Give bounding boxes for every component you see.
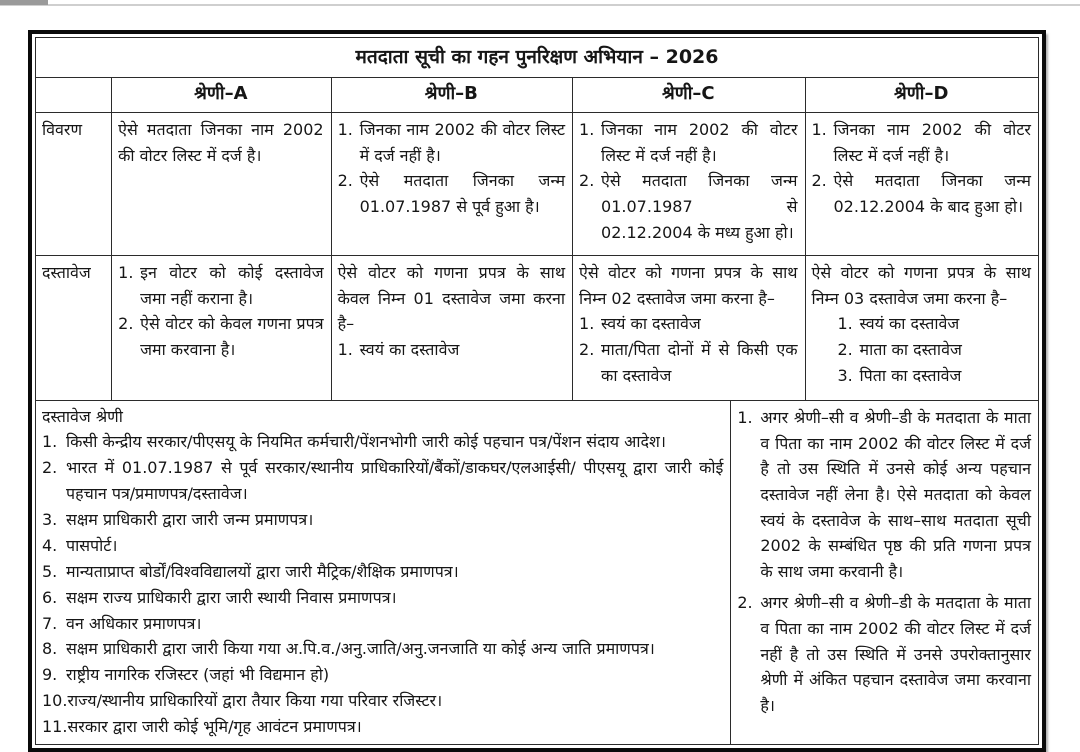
page-title: मतदाता सूची का गहन पुनरिक्षण अभियान – 2026 xyxy=(355,46,719,68)
list-item-number: 11. xyxy=(42,717,68,737)
list-item-text: किसी केन्द्रीय सरकार/पीएसयू के नियमित कर्मचारी/पेंशनभोगी जारी कोई पहचान पत्र/पेंशन संदाय आदेश। xyxy=(66,432,666,452)
header-empty-cell xyxy=(36,78,112,112)
documents-category-d-intro: ऐसे वोटर को गणना प्रपत्र के साथ निम्न 03 दस्तावेज जमा करना है– xyxy=(811,263,1031,308)
notes-list xyxy=(737,405,1031,718)
list-item-text: सक्षम प्राधिकारी द्वारा जारी किया गया अ.पि.व./अनु.जाति/अनु.जनजाति या कोई अन्य जाति प्रमाणपत्र। xyxy=(66,639,655,659)
list-item xyxy=(338,117,565,168)
list-item-text: स्वयं का दस्तावेज xyxy=(601,314,701,334)
list-item-text: माता का दस्तावेज xyxy=(859,339,962,359)
list-item-number: 1. xyxy=(118,263,134,283)
list-item xyxy=(42,714,723,740)
list-item xyxy=(42,429,723,455)
list-item-number: 9. xyxy=(42,665,58,685)
list-item-number: 1. xyxy=(579,314,595,334)
list-item-number: 2. xyxy=(737,593,753,613)
list-item-text: मान्यताप्राप्त बोर्डों/विश्वविद्यालयों द्वारा जारी मैट्रिक/शैक्षिक प्रमाणपत्र। xyxy=(66,561,459,581)
photo-edge-line xyxy=(0,4,1080,6)
list-item xyxy=(42,611,723,637)
documents-category-d-list xyxy=(812,311,1031,388)
list-item xyxy=(737,405,1031,584)
list-item-text: ऐसे मतदाता जिनका जन्म 01.07.1987 से 02.12.2004 के मध्य हुआ हो। xyxy=(601,171,798,242)
list-item-number: 1. xyxy=(837,314,853,334)
list-item-number: 3. xyxy=(42,509,58,529)
documents-category-a xyxy=(112,256,331,400)
list-item-number: 1. xyxy=(737,408,753,428)
list-item-text: राष्ट्रीय नागरिक रजिस्टर (जहां भी विद्यमान हो) xyxy=(66,665,330,685)
list-item xyxy=(838,311,1031,337)
list-item-number: 1. xyxy=(42,432,58,452)
description-category-c xyxy=(573,113,805,255)
list-item xyxy=(838,363,1031,389)
list-item xyxy=(42,662,723,688)
list-item-number: 1. xyxy=(337,120,353,140)
list-item xyxy=(812,117,1031,168)
list-item xyxy=(838,337,1031,363)
list-item-text: सक्षम प्राधिकारी द्वारा जारी जन्म प्रमाणपत्र। xyxy=(66,509,314,529)
list-item-text: पासपोर्ट। xyxy=(66,535,118,555)
list-item-number: 1. xyxy=(811,120,827,140)
document-category-heading: दस्तावेज श्रेणी xyxy=(42,407,123,427)
list-item xyxy=(42,636,723,662)
document-sheet xyxy=(28,30,1046,752)
row-label-documents: दस्तावेज xyxy=(36,256,112,400)
list-item xyxy=(579,117,797,168)
list-item xyxy=(118,311,323,362)
description-category-d xyxy=(806,113,1038,255)
list-item xyxy=(42,455,723,507)
description-category-a: ऐसे मतदाता जिनका नाम 2002 की वोटर लिस्ट में दर्ज है। xyxy=(112,113,331,255)
list-item-text: जिनका नाम 2002 की वोटर लिस्ट में दर्ज नहीं है। xyxy=(601,120,798,165)
list-item-number: 6. xyxy=(42,587,58,607)
list-item-number: 5. xyxy=(42,561,58,581)
documents-category-c xyxy=(573,256,805,400)
header-category-c: श्रेणी–C xyxy=(573,78,805,112)
list-item-number: 4. xyxy=(42,535,58,555)
list-item-text: ऐसे मतदाता जिनका जन्म 01.07.1987 से पूर्व हुआ है। xyxy=(359,171,566,216)
list-item xyxy=(42,507,723,533)
list-item-text: पिता का दस्तावेज xyxy=(859,365,962,385)
header-row xyxy=(36,78,1038,113)
list-item-number: 2. xyxy=(579,171,595,191)
title-row xyxy=(36,38,1038,78)
row-label-description: विवरण xyxy=(36,113,112,255)
list-item-text: स्वयं का दस्तावेज xyxy=(359,339,460,359)
list-item-text: अगर श्रेणी–सी व श्रेणी–डी के मतदाता के माता व पिता का नाम 2002 की वोटर लिस्ट में दर्ज है तो उस स्थिति में उनसे कोई अन्य पहचान दस्तावेज नहीं लेना है। ऐसे मतदाता को केवल स्वयं के दस्तावेज के साथ–साथ मतदाता सूची 2002 के सम्बंधित पृष्ठ की प्रति गणना प्रपत्र के साथ जमा करवानी है। xyxy=(760,408,1031,581)
documents-category-b xyxy=(332,256,573,400)
list-item-number: 2. xyxy=(337,171,353,191)
list-item xyxy=(338,168,565,219)
documents-category-b-intro: ऐसे वोटर को गणना प्रपत्र के साथ केवल निम्न 01 दस्तावेज जमा करना है– xyxy=(337,263,566,334)
document-category-section xyxy=(36,401,731,744)
list-item-number: 2. xyxy=(579,339,595,359)
list-item-text: जिनका नाम 2002 की वोटर लिस्ट में दर्ज नहीं है। xyxy=(359,120,566,165)
list-item-text: अगर श्रेणी–सी व श्रेणी–डी के मतदाता के माता व पिता का नाम 2002 की वोटर लिस्ट में दर्ज नहीं है तो उस स्थिति में उनसे उपरोक्तानुसार श्रेणी में अंकित पहचान दस्तावेज जमा करवाना है। xyxy=(760,593,1031,715)
document-category-list xyxy=(42,429,723,740)
list-item-number: 1. xyxy=(337,339,353,359)
list-item xyxy=(42,533,723,559)
list-item-text: इन वोटर को कोई दस्तावेज जमा नहीं कराना है। xyxy=(140,263,324,308)
documents-category-d xyxy=(806,256,1038,400)
document-category-row xyxy=(36,401,1038,744)
list-item-text: जिनका नाम 2002 की वोटर लिस्ट में दर्ज नहीं है। xyxy=(833,120,1031,165)
list-item xyxy=(579,168,797,245)
list-item-text: सरकार द्वारा जारी कोई भूमि/गृह आवंटन प्रमाणपत्र। xyxy=(67,717,362,737)
header-category-d: श्रेणी–D xyxy=(894,83,949,105)
list-item-text: ऐसे वोटर को केवल गणना प्रपत्र जमा करवाना है। xyxy=(140,314,324,359)
documents-category-b-list xyxy=(338,337,565,363)
list-item xyxy=(338,337,565,363)
list-item xyxy=(737,590,1031,718)
list-item-number: 3. xyxy=(837,365,853,385)
documents-row xyxy=(36,256,1038,401)
list-item-text: ऐसे मतदाता जिनका जन्म 02.12.2004 के बाद हुआ हो। xyxy=(833,171,1031,216)
list-item-number: 2. xyxy=(837,339,853,359)
list-item-number: 8. xyxy=(42,639,58,659)
list-item-text: माता/पिता दोनों में से किसी एक का दस्तावेज xyxy=(601,339,798,385)
list-item xyxy=(812,168,1031,219)
list-item-number: 2. xyxy=(118,314,134,334)
voter-revision-table xyxy=(35,37,1039,745)
documents-category-c-intro: ऐसे वोटर को गणना प्रपत्र के साथ निम्न 02 दस्तावेज जमा करना है– xyxy=(579,263,798,308)
list-item-text: सक्षम राज्य प्राधिकारी द्वारा जारी स्थायी निवास प्रमाणपत्र। xyxy=(66,587,397,607)
list-item-number: 2. xyxy=(811,171,827,191)
list-item-number: 10. xyxy=(42,691,68,711)
documents-category-c-list xyxy=(579,311,797,388)
notes-section xyxy=(731,401,1038,744)
description-row xyxy=(36,113,1038,256)
list-item-text: भारत में 01.07.1987 से पूर्व सरकार/स्थानीय प्राधिकारियों/बैंकों/डाकघर/एलआईसी/ पीएसयू द्वारा जारी कोई पहचान पत्र/प्रमाणपत्र/दस्तावेज। xyxy=(66,458,724,503)
header-category-a: श्रेणी–A xyxy=(112,78,331,112)
list-item-text: वन अधिकार प्रमाणपत्र। xyxy=(66,613,202,633)
list-item-text: राज्य/स्थानीय प्राधिकारियों द्वारा तैयार किया गया परिवार रजिस्टर। xyxy=(67,691,443,711)
list-item xyxy=(42,585,723,611)
list-item xyxy=(42,688,723,714)
description-category-b xyxy=(332,113,573,255)
list-item-text: स्वयं का दस्तावेज xyxy=(859,314,960,334)
list-item-number: 1. xyxy=(579,120,595,140)
list-item-number: 2. xyxy=(42,458,58,478)
list-item-number: 7. xyxy=(42,613,58,633)
list-item xyxy=(118,260,323,311)
list-item xyxy=(42,559,723,585)
list-item xyxy=(579,311,797,337)
photo-edge-corner xyxy=(0,0,48,5)
list-item xyxy=(579,337,797,388)
header-category-b: श्रेणी–B xyxy=(332,78,573,112)
